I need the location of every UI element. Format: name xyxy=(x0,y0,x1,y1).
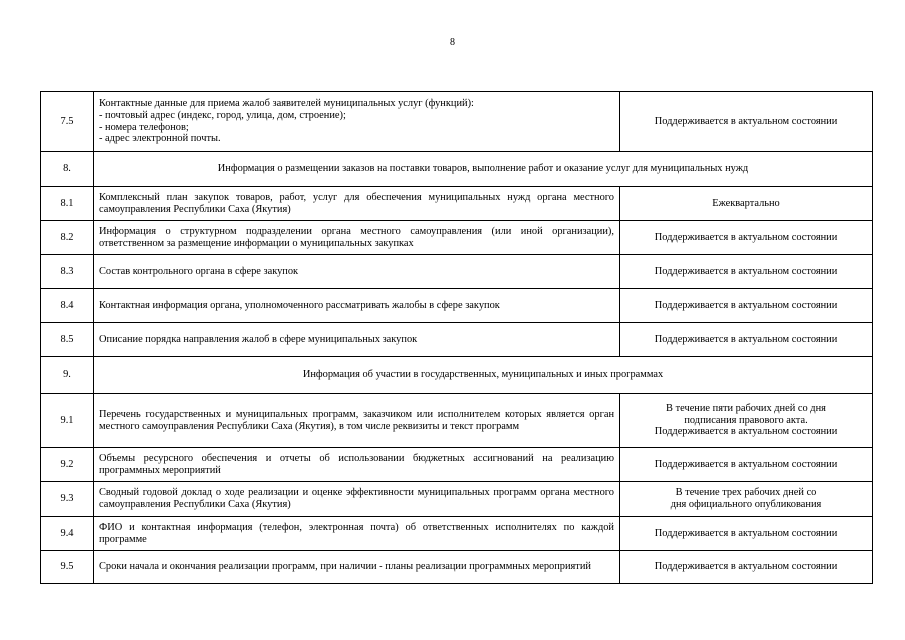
info-table xyxy=(40,91,873,584)
section-number: 8. xyxy=(41,152,94,187)
table-row xyxy=(41,517,873,551)
row-description: Описание порядка направления жалоб в сфере муниципальных закупок xyxy=(94,323,620,357)
row-number: 9.1 xyxy=(41,394,94,448)
row-status: Поддерживается в актуальном состоянии xyxy=(620,92,873,152)
status-line: подписания правового акта. xyxy=(684,414,808,426)
row-description xyxy=(94,92,620,152)
row-description: Сроки начала и окончания реализации программ, при наличии - планы реализации программных мероприятий xyxy=(94,551,620,584)
status-line: дня официального опубликования xyxy=(670,499,822,510)
table-row xyxy=(41,255,873,289)
row-number: 8.3 xyxy=(41,255,94,289)
row-description: Сводный годовой доклад о ходе реализации и оценке эффективности муниципальных программ органа местного самоуправления Республики Саха (Якутия) xyxy=(94,482,620,517)
desc-line: Контактные данные для приема жалоб заявителей муниципальных услуг (функций): xyxy=(99,98,474,110)
row-status: Поддерживается в актуальном состоянии xyxy=(620,551,873,584)
row-description: Комплексный план закупок товаров, работ, услуг для обеспечения муниципальных нужд органа местного самоуправления Республики Саха (Якутия) xyxy=(94,187,620,221)
table-row xyxy=(41,323,873,357)
row-description: Состав контрольного органа в сфере закупок xyxy=(94,255,620,289)
page-number: 8 xyxy=(450,37,455,48)
row-number: 9.2 xyxy=(41,448,94,482)
row-status: Поддерживается в актуальном состоянии xyxy=(620,448,873,482)
row-description: Контактная информация органа, уполномоченного рассматривать жалобы в сфере закупок xyxy=(94,289,620,323)
section-title: Информация об участии в государственных, муниципальных и иных программах xyxy=(94,357,873,394)
section-number: 9. xyxy=(41,357,94,394)
row-description: Информация о структурном подразделении органа местного самоуправления (или иной организации), ответственном за размещение информации о муниципальных закупках xyxy=(94,221,620,255)
row-status: Поддерживается в актуальном состоянии xyxy=(620,289,873,323)
table-row xyxy=(41,551,873,584)
row-status: Поддерживается в актуальном состоянии xyxy=(620,323,873,357)
desc-line: - номера телефонов; xyxy=(99,121,189,133)
table-row xyxy=(41,394,873,448)
row-number: 8.1 xyxy=(41,187,94,221)
row-number: 9.5 xyxy=(41,551,94,584)
row-number: 8.5 xyxy=(41,323,94,357)
status-line: В течение пяти рабочих дней со дня xyxy=(666,403,826,415)
table-row xyxy=(41,221,873,255)
section-title: Информация о размещении заказов на поставки товаров, выполнение работ и оказание услуг для муниципальных нужд xyxy=(94,152,873,187)
row-description: Перечень государственных и муниципальных программ, заказчиком или исполнителем которых является орган местного самоуправления Республики Саха (Якутия), в том числе реквизиты и текст программ xyxy=(94,394,620,448)
row-number: 8.2 xyxy=(41,221,94,255)
table-row xyxy=(41,289,873,323)
row-status: Поддерживается в актуальном состоянии xyxy=(620,221,873,255)
row-number: 7.5 xyxy=(41,92,94,152)
row-number: 8.4 xyxy=(41,289,94,323)
row-status xyxy=(620,482,873,517)
row-description: ФИО и контактная информация (телефон, электронная почта) об ответственных исполнителях по каждой программе xyxy=(94,517,620,551)
row-number: 9.4 xyxy=(41,517,94,551)
row-status: Ежеквартально xyxy=(620,187,873,221)
table-row xyxy=(41,187,873,221)
row-description: Объемы ресурсного обеспечения и отчеты об использовании бюджетных ассигнований на реализацию программных мероприятий xyxy=(94,448,620,482)
section-row xyxy=(41,152,873,187)
section-row xyxy=(41,357,873,394)
row-status: Поддерживается в актуальном состоянии xyxy=(620,255,873,289)
desc-line: - адрес электронной почты. xyxy=(99,133,221,145)
row-number: 9.3 xyxy=(41,482,94,517)
status-line: В течение трех рабочих дней со xyxy=(675,487,817,499)
row-status: Поддерживается в актуальном состоянии xyxy=(620,517,873,551)
table-row xyxy=(41,448,873,482)
desc-line: - почтовый адрес (индекс, город, улица, дом, строение); xyxy=(99,109,346,121)
table-row xyxy=(41,482,873,517)
table-row xyxy=(41,92,873,152)
status-line: Поддерживается в актуальном состоянии xyxy=(654,426,838,438)
row-status xyxy=(620,394,873,448)
